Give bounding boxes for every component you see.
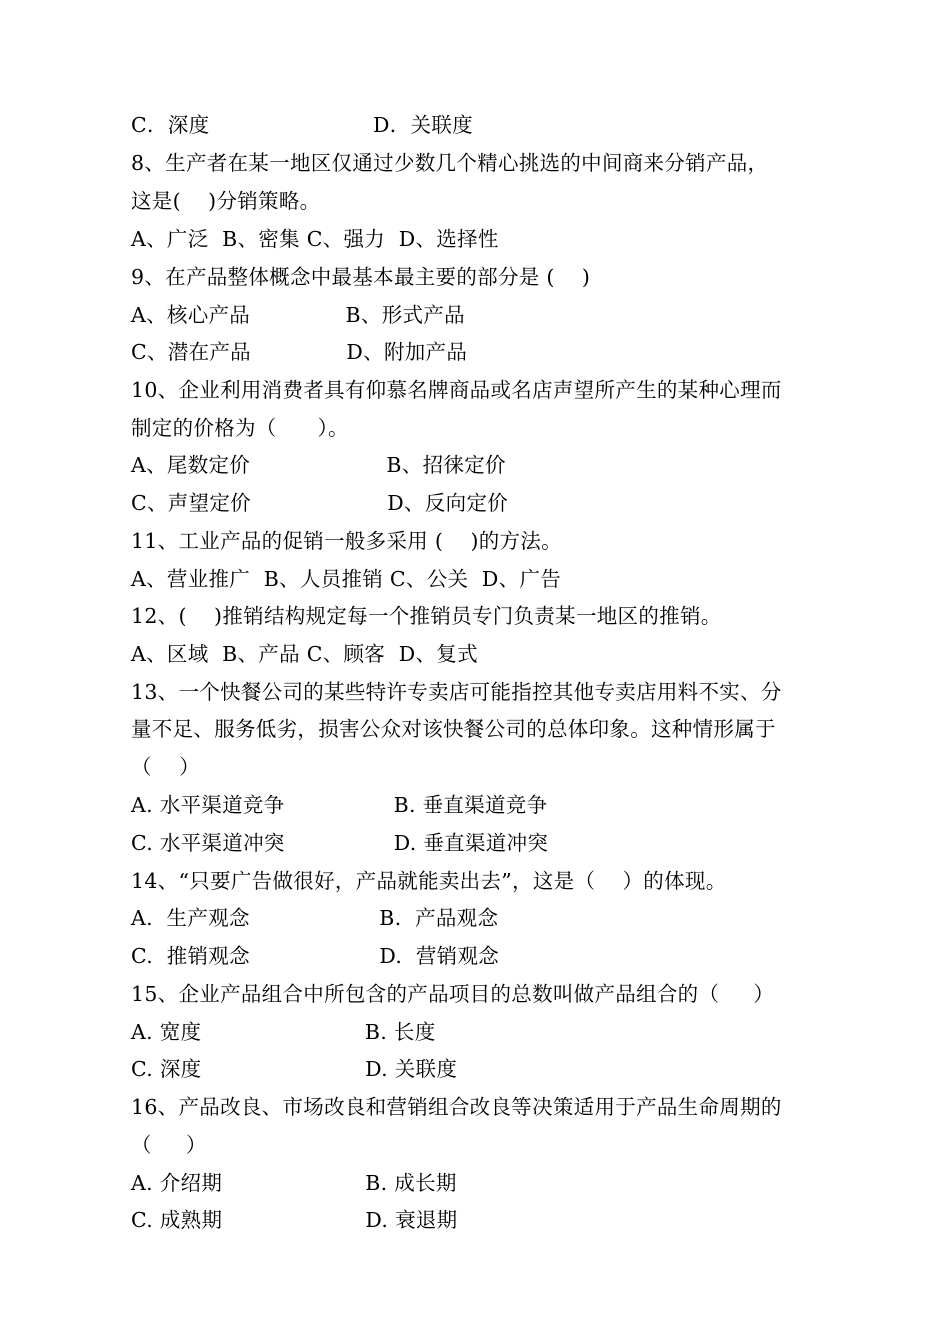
text-line: A、区域 B、产品 C、顾客 D、复式 — [131, 642, 478, 666]
text-line: A. 水平渠道竞争 B. 垂直渠道竞争 — [131, 793, 548, 817]
text-line: A. 介绍期 B. 成长期 — [131, 1171, 457, 1195]
text-line: 量不足、服务低劣，损害公众对该快餐公司的总体印象。这种情形属于 — [131, 717, 776, 741]
text-line: 14、“只要广告做很好，产品就能卖出去”，这是（ ）的体现。 — [131, 869, 727, 893]
text-line: C. 成熟期 D. 衰退期 — [131, 1208, 458, 1232]
text-line: A、营业推广 B、人员推销 C、公关 D、广告 — [131, 567, 562, 591]
text-line: 16、产品改良、市场改良和营销组合改良等决策适用于产品生命周期的 — [131, 1095, 782, 1119]
text-line: 15、企业产品组合中所包含的产品项目的总数叫做产品组合的（ ） — [131, 982, 775, 1006]
text-line: C. 水平渠道冲突 D. 垂直渠道冲突 — [131, 831, 549, 855]
text-line: A. 生产观念 B. 产品观念 — [131, 906, 499, 930]
text-line: （ ） — [131, 1133, 207, 1157]
text-line: 10、企业利用消费者具有仰慕名牌商品或名店声望所产生的某种心理而 — [131, 378, 782, 402]
text-line: A、广泛 B、密集 C、强力 D、选择性 — [131, 227, 499, 251]
text-line: 这是( )分销策略。 — [131, 189, 321, 213]
text-line: 制定的价格为（ ）。 — [131, 416, 349, 440]
text-line: （ ） — [131, 755, 200, 779]
text-line: C、潜在产品 D、附加产品 — [131, 340, 468, 364]
text-line: C. 推销观念 D. 营销观念 — [131, 944, 500, 968]
text-line: A、尾数定价 B、招徕定价 — [131, 453, 506, 477]
text-line: C、声望定价 D、反向定价 — [131, 491, 509, 515]
text-line: A、核心产品 B、形式产品 — [131, 303, 465, 327]
text-line: 9、在产品整体概念中最基本最主要的部分是 ( ) — [131, 265, 591, 289]
text-line: A. 宽度 B. 长度 — [131, 1020, 436, 1044]
text-line: 13、一个快餐公司的某些特许专卖店可能指控其他专卖店用料不实、分 — [131, 680, 782, 704]
text-line: 8、生产者在某一地区仅通过少数几个精心挑选的中间商来分销产品， — [131, 151, 769, 175]
text-line: C. 深度 D. 关联度 — [131, 1057, 458, 1081]
text-line: 11、工业产品的促销一般多采用 ( )的方法。 — [131, 529, 562, 553]
text-line: 12、( )推销结构规定每一个推销员专门负责某一地区的推销。 — [131, 604, 722, 628]
text-line: C．深度 D．关联度 — [131, 113, 473, 137]
